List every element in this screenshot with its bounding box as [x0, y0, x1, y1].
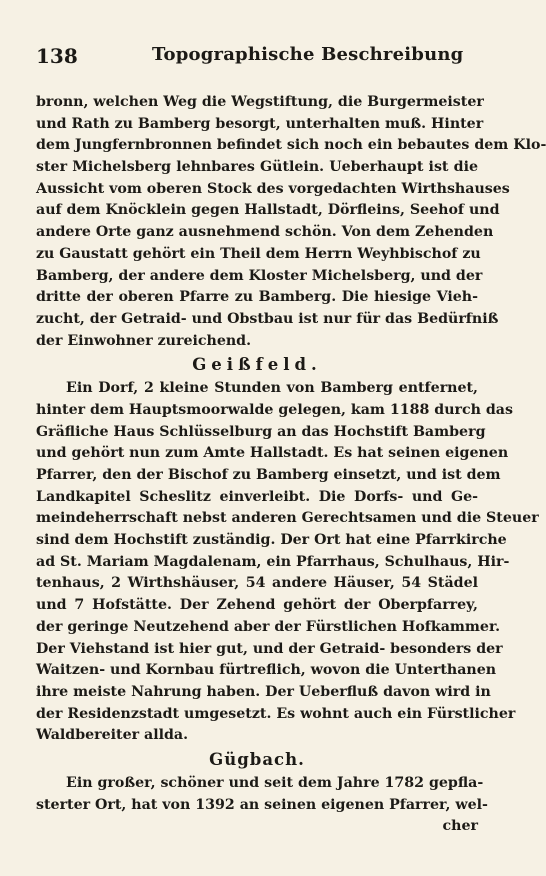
text-line: bronn, welchen Weg die Wegstiftung, die Burgermeister: [36, 94, 484, 110]
text-line: Aussicht vom oberen Stock des vorgedachten Wirthshauses: [36, 180, 510, 197]
text-line: Ein Dorf, 2 kleine Stunden von Bamberg entfernet,: [66, 380, 478, 397]
text-line: ad St. Mariam Magdalenam, ein Pfarrhaus, Schulhaus, Hir-: [36, 553, 510, 570]
catchword: cher: [442, 818, 478, 835]
text-line: tenhaus, 2 Wirthshäuser, 54 andere Häuser, 54 Städel: [36, 575, 478, 592]
page-number: 138: [36, 44, 78, 68]
page-header: [36, 44, 484, 76]
text-line: Waitzen- und Kornbau fürtreflich, wovon die Unterthanen: [36, 662, 497, 679]
text-line: und Rath zu Bamberg besorgt, unterhalten muß. Hinter: [36, 115, 484, 132]
text-line: und gehört nun zum Amte Hallstadt. Es hat seinen eigenen: [36, 445, 509, 462]
text-line: dritte der oberen Pfarre zu Bamberg. Die hiesige Vieh-: [36, 289, 478, 306]
text-line: auf dem Knöcklein gegen Hallstadt, Dörfleins, Seehof und: [36, 202, 500, 219]
running-title: Topographische Beschreibung: [152, 44, 464, 65]
text-line: dem Jungfernbronnen befindet sich noch ein bebautes dem Klo-: [36, 137, 546, 154]
text-line: andere Orte ganz ausnehmend schön. Von dem Zehenden: [36, 224, 494, 241]
text-line: sterter Ort, hat von 1392 an seinen eigenen Pfarrer, wel-: [36, 796, 488, 813]
paragraph-guegbach: [36, 773, 488, 838]
text-line: der Residenzstadt umgesetzt. Es wohnt auch ein Fürstlicher: [36, 705, 516, 722]
text-line: Landkapitel Scheslitz einverleibt. Die Dorfs- und Ge-: [36, 488, 478, 505]
paragraph-gaustatt: [36, 92, 546, 352]
text-line: sind dem Hochstift zuständig. Der Ort hat eine Pfarrkirche: [36, 532, 507, 549]
text-line: Pfarrer, den der Bischof zu Bamberg einsetzt, und ist dem: [36, 467, 501, 483]
paragraph-geissfeld: [36, 378, 539, 747]
section-heading-geissfeld: Geißfeld.: [192, 355, 322, 375]
text-line: Waldbereiter allda.: [36, 727, 189, 744]
text-line: zu Gaustatt gehört ein Theil dem Herrn Weyhbischof zu: [36, 245, 481, 262]
text-line: hinter dem Hauptsmoorwalde gelegen, kam 1188 durch das: [36, 401, 513, 418]
text-line: und 7 Hofstätte. Der Zehend gehört der Oberpfarrey,: [36, 597, 478, 614]
text-line: ster Michelsberg lehnbares Gütlein. Ueberhaupt ist die: [36, 159, 478, 176]
text-line: der geringe Neutzehend aber der Fürstlichen Hofkammer.: [36, 618, 501, 635]
body-text: [36, 92, 546, 838]
text-line: der Einwohner zureichend.: [36, 332, 252, 349]
text-line: zucht, der Getraid- und Obstbau ist nur für das Bedürfniß: [36, 310, 499, 327]
section-heading-guegbach: Gügbach.: [209, 749, 305, 769]
text-line: meindeherrschaft nebst anderen Gerechtsamen und die Steuer: [36, 510, 539, 527]
text-line: Bamberg, der andere dem Kloster Michelsberg, und der: [36, 267, 483, 284]
text-line: Ein großer, schöner und seit dem Jahre 1782 gepfla-: [66, 774, 484, 791]
text-line: ihre meiste Nahrung haben. Der Ueberfluß davon wird in: [36, 683, 491, 700]
text-line: Gräfliche Haus Schlüsselburg an das Hochstift Bamberg: [36, 423, 486, 440]
text-line: Der Viehstand ist hier gut, und der Getraid- besonders der: [36, 640, 503, 657]
